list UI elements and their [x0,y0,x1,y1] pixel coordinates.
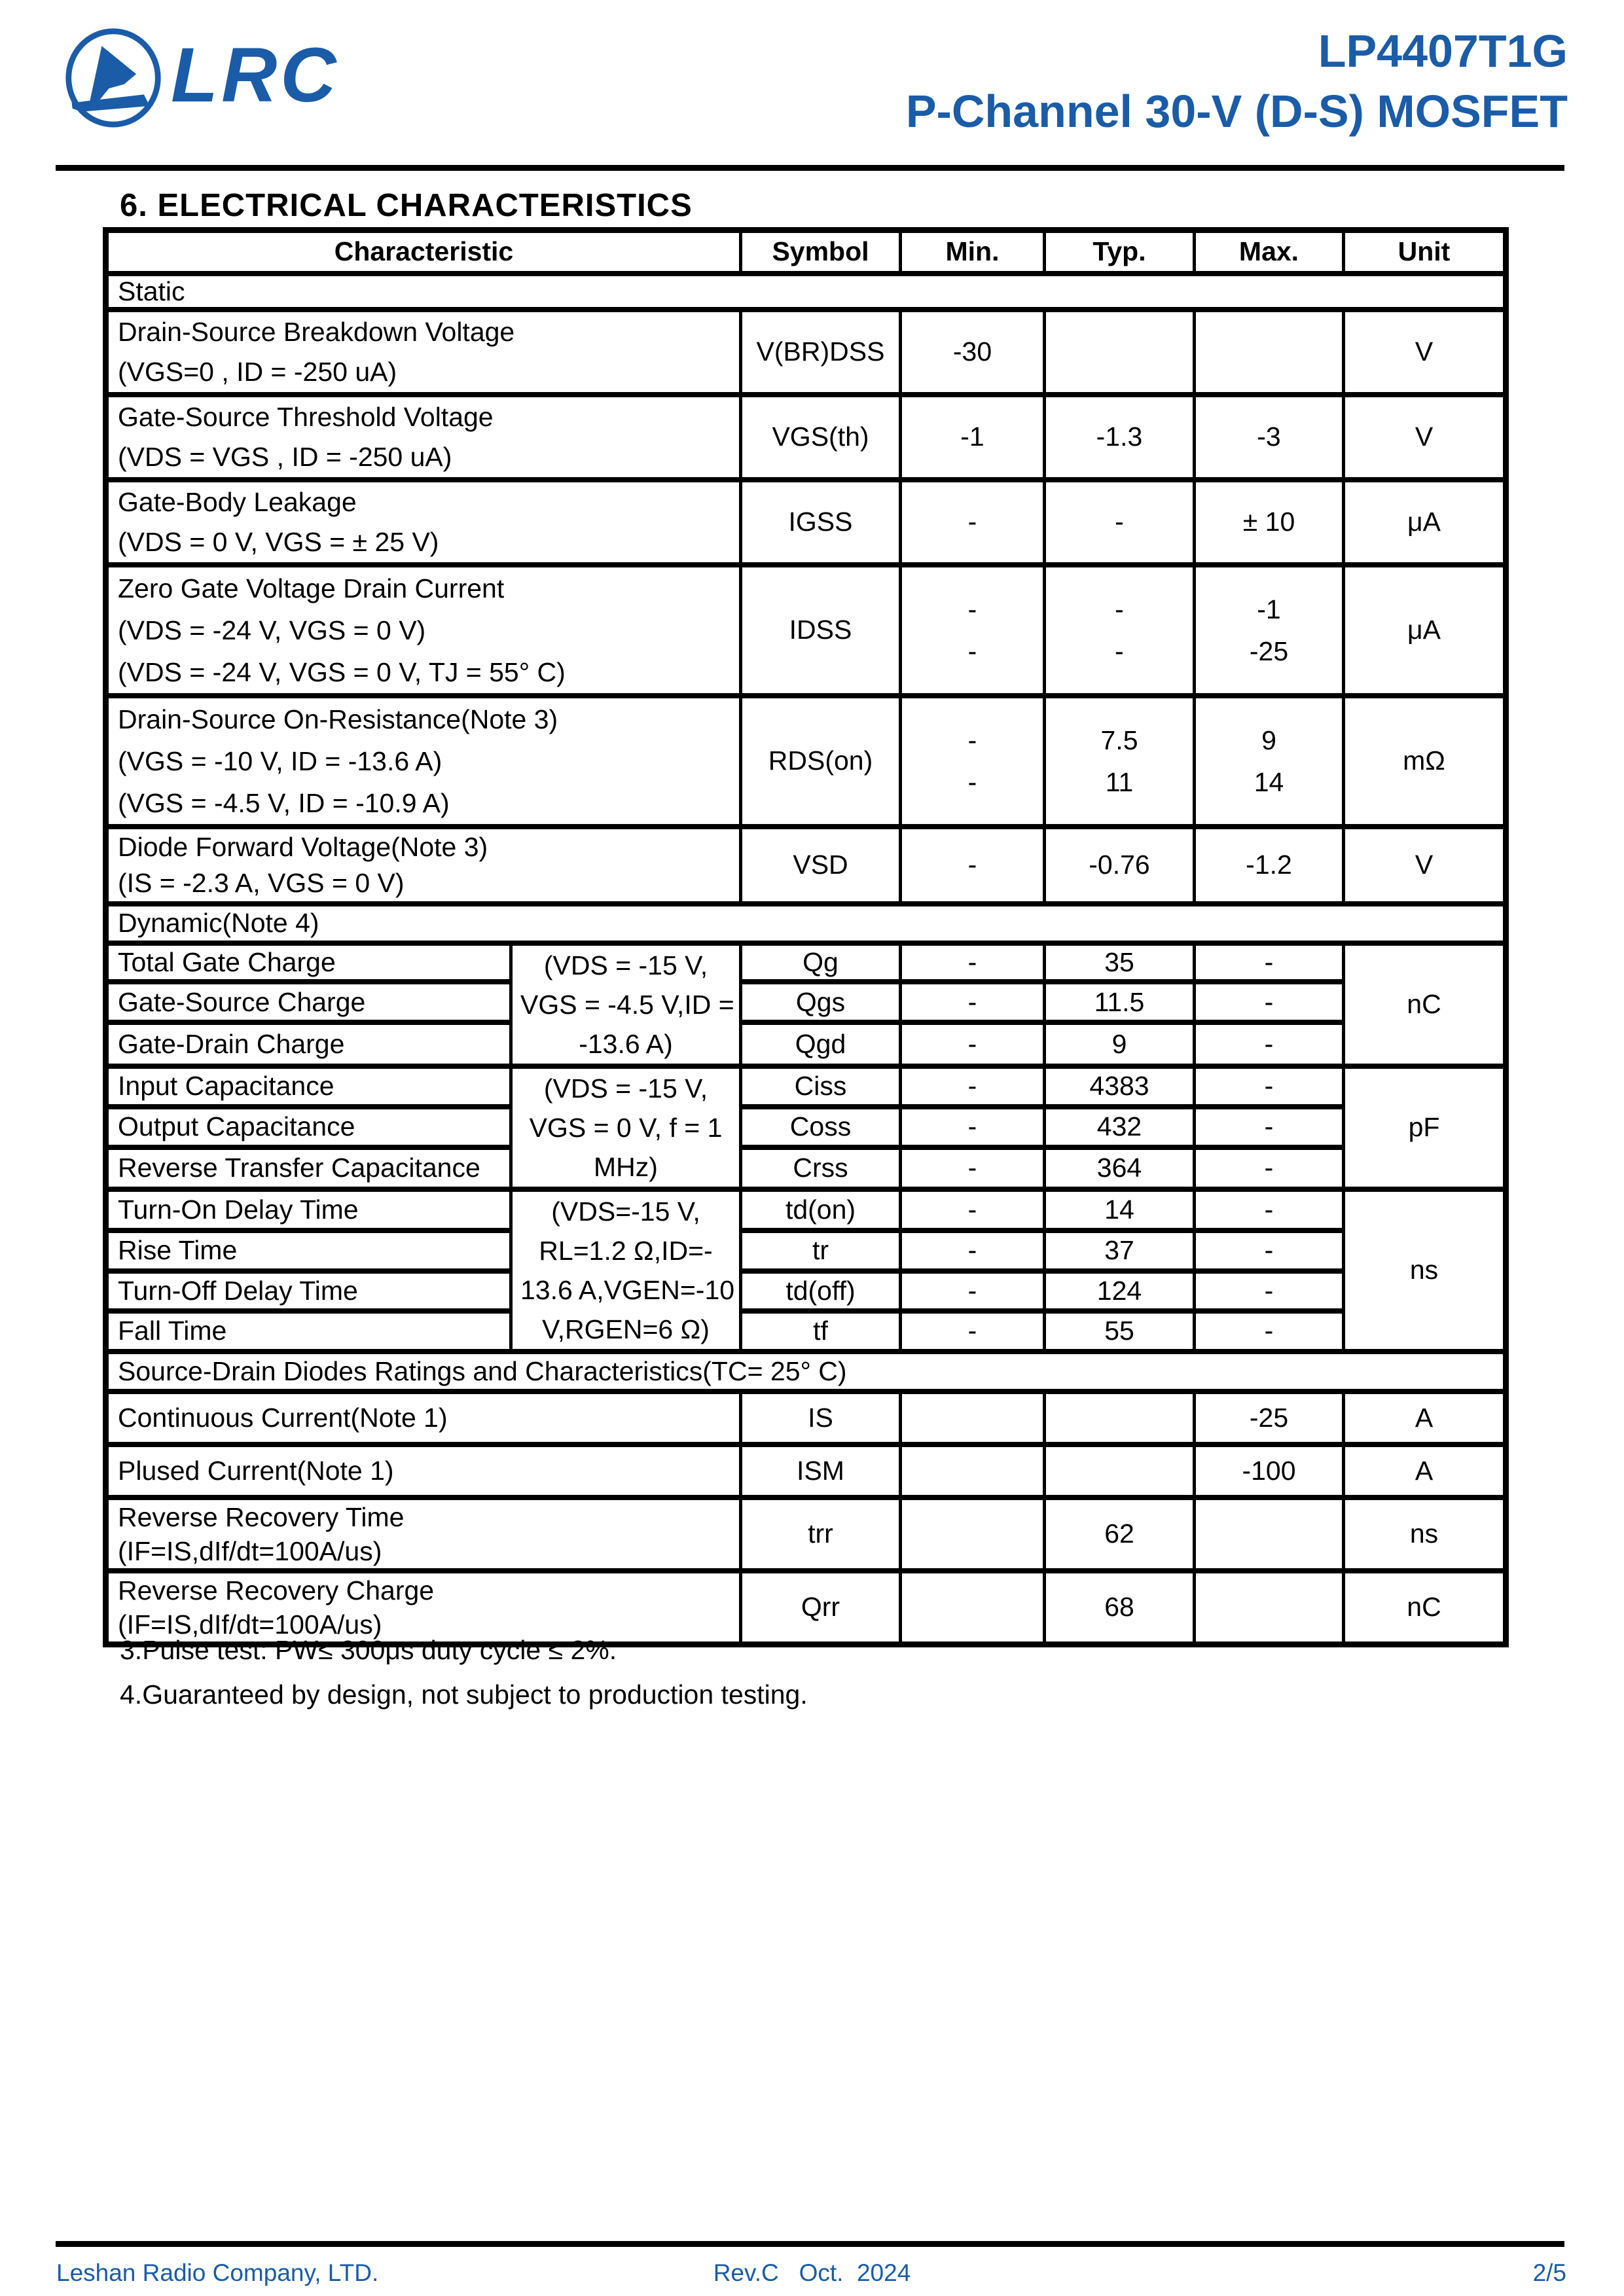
crss-name-cell: Reverse Transfer Capacitance [106,1147,511,1189]
row-qgd [106,1022,1506,1066]
vsd-typ-cell: -0.76 [1045,827,1195,904]
condition-line: 13.6 A,VGEN=-10 [520,1274,735,1305]
ciss-typ-cell: 4383 [1045,1066,1195,1107]
qg-max-cell: - [1195,943,1344,982]
tr-symbol-cell: tr [741,1230,901,1271]
lrc-logo-text: LRC [171,32,340,118]
qgd-name-cell: Gate-Drain Charge [106,1022,511,1066]
condition-line: -13.6 A) [579,1028,673,1059]
characteristic-name: Zero Gate Voltage Drain Current [118,573,505,603]
qrr-max-cell [1195,1571,1344,1645]
vbrdss-unit-cell: V [1344,310,1506,395]
header-characteristic-cell: Characteristic [106,230,741,274]
value-line: - [967,636,977,666]
vbrdss-name-cell [106,310,741,395]
crss-min-cell: - [901,1147,1045,1189]
row-tdoff [106,1271,1506,1311]
vbrdss-symbol-cell: V(BR)DSS [741,310,901,395]
qgs-min-cell: - [901,982,1045,1022]
coss-min-cell: - [901,1107,1045,1147]
is-min-cell [901,1391,1045,1444]
condition-line: V,RGEN=6 Ω) [542,1314,710,1344]
qrr-min-cell [901,1571,1045,1645]
trr-typ-cell: 62 [1045,1498,1195,1571]
rdson-symbol-cell: RDS(on) [741,696,901,827]
value-line: -25 [1249,636,1289,666]
vgsth-min-cell: -1 [901,395,1045,480]
rdson-min-cell [901,696,1045,827]
vgsth-symbol-cell: VGS(th) [741,395,901,480]
row-rdson [106,696,1506,827]
ism-unit-cell: A [1344,1444,1506,1498]
qgd-max-cell: - [1195,1022,1344,1066]
row-tdon [106,1189,1506,1230]
idss-max-cell [1195,565,1344,696]
qgd-typ-cell: 9 [1045,1022,1195,1066]
rdson-typ-cell [1045,696,1195,827]
vsd-min-cell: - [901,827,1045,904]
condition-line: (VDS = -15 V, [543,950,708,980]
tdoff-typ-cell: 124 [1045,1271,1195,1311]
condition-line: MHz) [594,1151,658,1182]
idss-symbol-cell: IDSS [741,565,901,696]
ism-typ-cell [1045,1444,1195,1498]
row-crss [106,1147,1506,1189]
header-max-cell: Max. [1195,230,1344,274]
test-condition: (VGS=0 , ID = -250 uA) [118,356,397,387]
condition-line: (VDS = -15 V, [543,1073,708,1103]
test-condition: (VGS = -10 V, ID = -13.6 A) [118,745,442,776]
tdon-name-cell: Turn-On Delay Time [106,1189,511,1230]
switching-conditions-cell [511,1189,741,1352]
crss-symbol-cell: Crss [741,1147,901,1189]
tdoff-max-cell: - [1195,1271,1344,1311]
qgd-min-cell: - [901,1022,1045,1066]
tdon-max-cell: - [1195,1189,1344,1230]
is-name-cell: Continuous Current(Note 1) [106,1391,741,1444]
vgsth-max-cell: -3 [1195,395,1344,480]
gate-charge-conditions-cell [511,943,741,1066]
row-idss [106,565,1506,696]
vgsth-name-cell [106,395,741,480]
is-max-cell: -25 [1195,1391,1344,1444]
characteristic-name: Reverse Recovery Charge [118,1575,435,1605]
row-tr [106,1230,1506,1271]
value-line: 7.5 [1100,725,1138,755]
row-vbrdss [106,310,1506,395]
idss-typ-cell [1045,565,1195,696]
header-divider [56,165,1564,171]
dynamic-section-row [106,904,1506,943]
trr-max-cell [1195,1498,1344,1571]
qrr-unit-cell: nC [1344,1571,1506,1645]
tf-symbol-cell: tf [741,1311,901,1352]
document-subtitle: P-Channel 30-V (D-S) MOSFET [905,86,1568,137]
characteristic-name: Drain-Source On-Resistance(Note 3) [118,704,558,734]
ism-name-cell: Plused Current(Note 1) [106,1444,741,1498]
test-condition: (IF=IS,dIf/dt=100A/us) [118,1535,382,1566]
value-line: - [967,725,977,755]
tf-typ-cell: 55 [1045,1311,1195,1352]
tdoff-symbol-cell: td(off) [741,1271,901,1311]
rdson-unit-cell: mΩ [1344,696,1506,827]
header-symbol-cell: Symbol [741,230,901,274]
gate-charge-unit-cell: nC [1344,943,1506,1066]
part-number: LP4407T1G [1318,26,1568,77]
value-line: - [1115,636,1124,666]
row-tf [106,1311,1506,1352]
table-header-row [106,230,1506,274]
idss-name-cell [106,565,741,696]
diode-section-row [106,1352,1506,1391]
row-qrr [106,1571,1506,1645]
footer-page-number: 2/5 [1532,2259,1566,2286]
capacitance-conditions-cell [511,1066,741,1189]
document-title-block [906,27,1568,135]
test-condition: (VDS = -24 V, VGS = 0 V) [118,615,426,645]
qrr-name-cell [106,1571,741,1645]
row-vgsth [106,395,1506,480]
value-line: 11 [1105,766,1134,797]
tdon-typ-cell: 14 [1045,1189,1195,1230]
footer-divider [56,2241,1564,2247]
tr-min-cell: - [901,1230,1045,1271]
qgs-symbol-cell: Qgs [741,982,901,1022]
test-condition: (VGS = -4.5 V, ID = -10.9 A) [118,787,450,818]
igss-typ-cell: - [1045,480,1195,565]
characteristic-name: Diode Forward Voltage(Note 3) [118,831,488,862]
tf-min-cell: - [901,1311,1045,1352]
ciss-name-cell: Input Capacitance [106,1066,511,1107]
qg-symbol-cell: Qg [741,943,901,982]
tf-max-cell: - [1195,1311,1344,1352]
ciss-min-cell: - [901,1066,1045,1107]
note-3: 3.Pulse test: PW≤ 300μs duty cycle ≤ 2%. [120,1635,617,1665]
test-condition: (VDS = 0 V, VGS = ± 25 V) [118,526,439,557]
is-typ-cell [1045,1391,1195,1444]
qgd-symbol-cell: Qgd [741,1022,901,1066]
qgs-typ-cell: 11.5 [1045,982,1195,1022]
qrr-symbol-cell: Qrr [741,1571,901,1645]
condition-line: RL=1.2 Ω,ID=- [539,1235,713,1266]
note-4: 4.Guaranteed by design, not subject to production testing. [120,1679,808,1710]
tdoff-name-cell: Turn-Off Delay Time [106,1271,511,1311]
test-condition: (IF=IS,dIf/dt=100A/us) [118,1609,382,1640]
igss-symbol-cell: IGSS [741,480,901,565]
notes-block [120,1635,808,1724]
trr-symbol-cell: trr [741,1498,901,1571]
qrr-typ-cell: 68 [1045,1571,1195,1645]
test-condition: (VDS = -24 V, VGS = 0 V, TJ = 55° C) [118,656,566,687]
value-line: 9 [1261,725,1276,755]
is-symbol-cell: IS [741,1391,901,1444]
qgs-name-cell: Gate-Source Charge [106,982,511,1022]
characteristic-name: Drain-Source Breakdown Voltage [118,316,515,347]
row-ciss [106,1066,1506,1107]
condition-line: (VDS=-15 V, [551,1196,700,1227]
section-title: 6. ELECTRICAL CHARACTERISTICS [120,188,693,223]
value-line: - [967,594,977,624]
qg-min-cell: - [901,943,1045,982]
ism-min-cell [901,1444,1045,1498]
capacitance-unit-cell: pF [1344,1066,1506,1189]
vsd-name-cell [106,827,741,904]
lrc-logo [62,26,340,130]
trr-unit-cell: ns [1344,1498,1506,1571]
vsd-max-cell: -1.2 [1195,827,1344,904]
row-ism [106,1444,1506,1498]
row-is [106,1391,1506,1444]
static-section-row [106,274,1506,310]
condition-line: VGS = -4.5 V,ID = [520,989,734,1020]
vgsth-unit-cell: V [1344,395,1506,480]
coss-max-cell: - [1195,1107,1344,1147]
row-coss [106,1107,1506,1147]
igss-min-cell: - [901,480,1045,565]
test-condition: (VDS = VGS , ID = -250 uA) [118,441,452,472]
diode-section-label: Source-Drain Diodes Ratings and Characteristics(TC= 25° C) [106,1352,1506,1391]
row-igss [106,480,1506,565]
igss-unit-cell: μA [1344,480,1506,565]
header-unit-cell: Unit [1344,230,1506,274]
igss-name-cell [106,480,741,565]
static-section-label: Static [106,274,1506,310]
qgs-max-cell: - [1195,982,1344,1022]
trr-min-cell [901,1498,1045,1571]
coss-symbol-cell: Coss [741,1107,901,1147]
crss-typ-cell: 364 [1045,1147,1195,1189]
tr-max-cell: - [1195,1230,1344,1271]
tr-typ-cell: 37 [1045,1230,1195,1271]
characteristic-name: Reverse Recovery Time [118,1501,405,1532]
vbrdss-max-cell [1195,310,1344,395]
vbrdss-typ-cell [1045,310,1195,395]
rdson-name-cell [106,696,741,827]
coss-typ-cell: 432 [1045,1107,1195,1147]
row-qgs [106,982,1506,1022]
value-line: - [1115,594,1124,624]
lrc-logo-mark-icon [62,26,164,130]
rdson-max-cell [1195,696,1344,827]
qg-typ-cell: 35 [1045,943,1195,982]
vsd-symbol-cell: VSD [741,827,901,904]
header-typ-cell: Typ. [1045,230,1195,274]
electrical-characteristics-table [103,227,1509,1647]
trr-name-cell [106,1498,741,1571]
header-min-cell: Min. [901,230,1045,274]
idss-unit-cell: μA [1344,565,1506,696]
coss-name-cell: Output Capacitance [106,1107,511,1147]
tr-name-cell: Rise Time [106,1230,511,1271]
footer-company: Leshan Radio Company, LTD. [56,2259,379,2286]
tdon-min-cell: - [901,1189,1045,1230]
value-line: 14 [1254,766,1284,797]
idss-min-cell [901,565,1045,696]
ism-symbol-cell: ISM [741,1444,901,1498]
row-trr [106,1498,1506,1571]
tdoff-min-cell: - [901,1271,1045,1311]
value-line: -1 [1257,594,1281,624]
characteristic-name: Gate-Source Threshold Voltage [118,401,494,432]
condition-line: VGS = 0 V, f = 1 [529,1112,723,1143]
switching-unit-cell: ns [1344,1189,1506,1352]
row-qg [106,943,1506,982]
igss-max-cell: ± 10 [1195,480,1344,565]
dynamic-section-label: Dynamic(Note 4) [106,904,1506,943]
vgsth-typ-cell: -1.3 [1045,395,1195,480]
ciss-symbol-cell: Ciss [741,1066,901,1107]
qg-name-cell: Total Gate Charge [106,943,511,982]
row-vsd [106,827,1506,904]
footer-revision: Rev.C Oct. 2024 [713,2259,911,2286]
value-line: - [967,766,977,797]
characteristic-name: Gate-Body Leakage [118,486,357,517]
ism-max-cell: -100 [1195,1444,1344,1498]
vbrdss-min-cell: -30 [901,310,1045,395]
tdon-symbol-cell: td(on) [741,1189,901,1230]
test-condition: (IS = -2.3 A, VGS = 0 V) [118,867,405,898]
crss-max-cell: - [1195,1147,1344,1189]
tf-name-cell: Fall Time [106,1311,511,1352]
ciss-max-cell: - [1195,1066,1344,1107]
vsd-unit-cell: V [1344,827,1506,904]
is-unit-cell: A [1344,1391,1506,1444]
